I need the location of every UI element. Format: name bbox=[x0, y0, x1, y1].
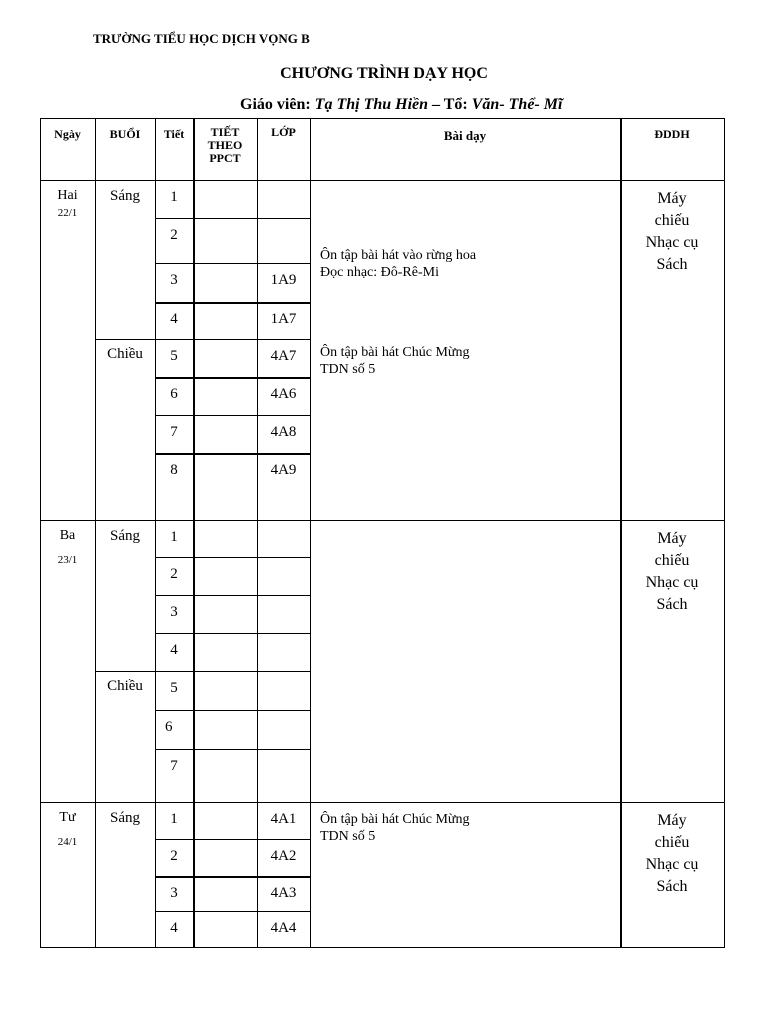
table-rule bbox=[155, 453, 310, 455]
table-rule bbox=[155, 302, 310, 304]
lesson-text: Ôn tập bài hát vào rừng hoa bbox=[320, 248, 477, 263]
period-number: 8 bbox=[170, 462, 178, 478]
table-rule bbox=[155, 557, 310, 558]
session-morning: Sáng bbox=[110, 188, 140, 204]
period-number: 4 bbox=[170, 920, 178, 936]
table-rule bbox=[310, 118, 311, 948]
day-date: 24/1 bbox=[57, 836, 78, 848]
table-rule bbox=[40, 118, 725, 119]
equipment-text: Sách bbox=[656, 256, 688, 273]
equipment-text: Sách bbox=[656, 596, 688, 613]
day-name: Hai bbox=[57, 188, 78, 203]
equipment-text: Nhạc cụ bbox=[645, 234, 699, 251]
header-lesson: Bài dạy bbox=[443, 128, 487, 143]
table-rule bbox=[155, 415, 310, 416]
equipment-text: chiếu bbox=[654, 212, 690, 229]
header-ppct-line2: THEO bbox=[207, 138, 243, 152]
table-rule bbox=[155, 595, 310, 596]
teacher-label: Giáo viên: bbox=[240, 96, 311, 113]
period-number: 6 bbox=[165, 719, 173, 735]
session-afternoon: Chiều bbox=[107, 346, 143, 362]
group-name: Văn- Thể- Mĩ bbox=[471, 96, 563, 113]
table-rule bbox=[155, 218, 310, 219]
teacher-name: Tạ Thị Thu Hiền bbox=[314, 96, 429, 113]
table-rule bbox=[95, 339, 155, 340]
document-title: CHƯƠNG TRÌNH DẠY HỌC bbox=[280, 65, 488, 82]
class-code: 1A9 bbox=[270, 272, 297, 288]
period-number: 5 bbox=[170, 680, 178, 696]
header-ppct bbox=[193, 126, 257, 165]
period-number: 1 bbox=[170, 529, 178, 545]
period-number: 2 bbox=[170, 227, 178, 243]
equipment-text: Nhạc cụ bbox=[645, 574, 699, 591]
table-rule bbox=[40, 180, 725, 181]
table-rule bbox=[155, 671, 310, 672]
table-rule bbox=[155, 377, 310, 379]
session-morning: Sáng bbox=[110, 810, 140, 826]
table-rule bbox=[155, 263, 310, 264]
school-name: TRƯỜNG TIỂU HỌC DỊCH VỌNG B bbox=[93, 31, 310, 46]
class-code: 4A1 bbox=[270, 811, 297, 827]
table-rule bbox=[40, 802, 725, 803]
equipment-text: Máy bbox=[657, 812, 687, 829]
table-rule bbox=[155, 633, 310, 634]
equipment-text: Máy bbox=[657, 190, 687, 207]
period-number: 3 bbox=[170, 885, 178, 901]
period-number: 3 bbox=[170, 604, 178, 620]
table-rule bbox=[40, 520, 725, 521]
period-number: 1 bbox=[170, 811, 178, 827]
day-date: 23/1 bbox=[57, 554, 78, 566]
header-day: Ngày bbox=[54, 127, 81, 141]
period-number: 5 bbox=[170, 348, 178, 364]
day-name: Tư bbox=[59, 810, 76, 825]
class-code: 4A7 bbox=[270, 348, 297, 364]
period-number: 3 bbox=[170, 272, 178, 288]
class-code: 1A7 bbox=[270, 311, 297, 327]
class-code: 4A2 bbox=[270, 848, 297, 864]
period-number: 4 bbox=[170, 642, 178, 658]
teacher-line bbox=[240, 96, 562, 114]
day-name: Ba bbox=[59, 528, 76, 543]
header-period: Tiết bbox=[163, 127, 185, 141]
table-rule bbox=[40, 947, 725, 948]
header-session: BUỔI bbox=[109, 127, 141, 141]
period-number: 4 bbox=[170, 311, 178, 327]
header-class: LỚP bbox=[271, 125, 296, 139]
lesson-text: Ôn tập bài hát Chúc Mừng bbox=[320, 345, 470, 360]
table-rule bbox=[724, 118, 725, 948]
lesson-text: TDN số 5 bbox=[320, 829, 376, 844]
class-code: 4A3 bbox=[270, 885, 297, 901]
class-code: 4A8 bbox=[270, 424, 297, 440]
lesson-text: TDN số 5 bbox=[320, 362, 376, 377]
session-morning: Sáng bbox=[110, 528, 140, 544]
equipment-text: Nhạc cụ bbox=[645, 856, 699, 873]
group-label: – Tổ: bbox=[432, 96, 468, 113]
table-rule bbox=[155, 839, 310, 840]
table-rule bbox=[155, 749, 310, 750]
period-number: 2 bbox=[170, 848, 178, 864]
table-rule bbox=[155, 339, 310, 340]
class-code: 4A6 bbox=[270, 386, 297, 402]
header-equipment: ĐDDH bbox=[654, 127, 690, 141]
lesson-text: Ôn tập bài hát Chúc Mừng bbox=[320, 812, 470, 827]
equipment-text: Máy bbox=[657, 530, 687, 547]
table-rule bbox=[193, 118, 195, 948]
period-number: 6 bbox=[170, 386, 178, 402]
equipment-text: Sách bbox=[656, 878, 688, 895]
lesson-text: Đọc nhạc: Đô-Rê-Mi bbox=[320, 265, 439, 280]
class-code: 4A9 bbox=[270, 462, 297, 478]
table-rule bbox=[155, 710, 310, 711]
period-number: 7 bbox=[170, 758, 178, 774]
period-number: 7 bbox=[170, 424, 178, 440]
period-number: 2 bbox=[170, 566, 178, 582]
equipment-text: chiếu bbox=[654, 552, 690, 569]
header-ppct-line3: PPCT bbox=[209, 151, 241, 165]
day-date: 22/1 bbox=[57, 207, 78, 219]
class-code: 4A4 bbox=[270, 920, 297, 936]
equipment-text: chiếu bbox=[654, 834, 690, 851]
session-afternoon: Chiều bbox=[107, 678, 143, 694]
table-rule bbox=[155, 876, 310, 878]
table-rule bbox=[95, 671, 155, 672]
table-rule bbox=[155, 911, 310, 912]
period-number: 1 bbox=[170, 189, 178, 205]
header-ppct-line1: TIẾT bbox=[210, 125, 240, 139]
